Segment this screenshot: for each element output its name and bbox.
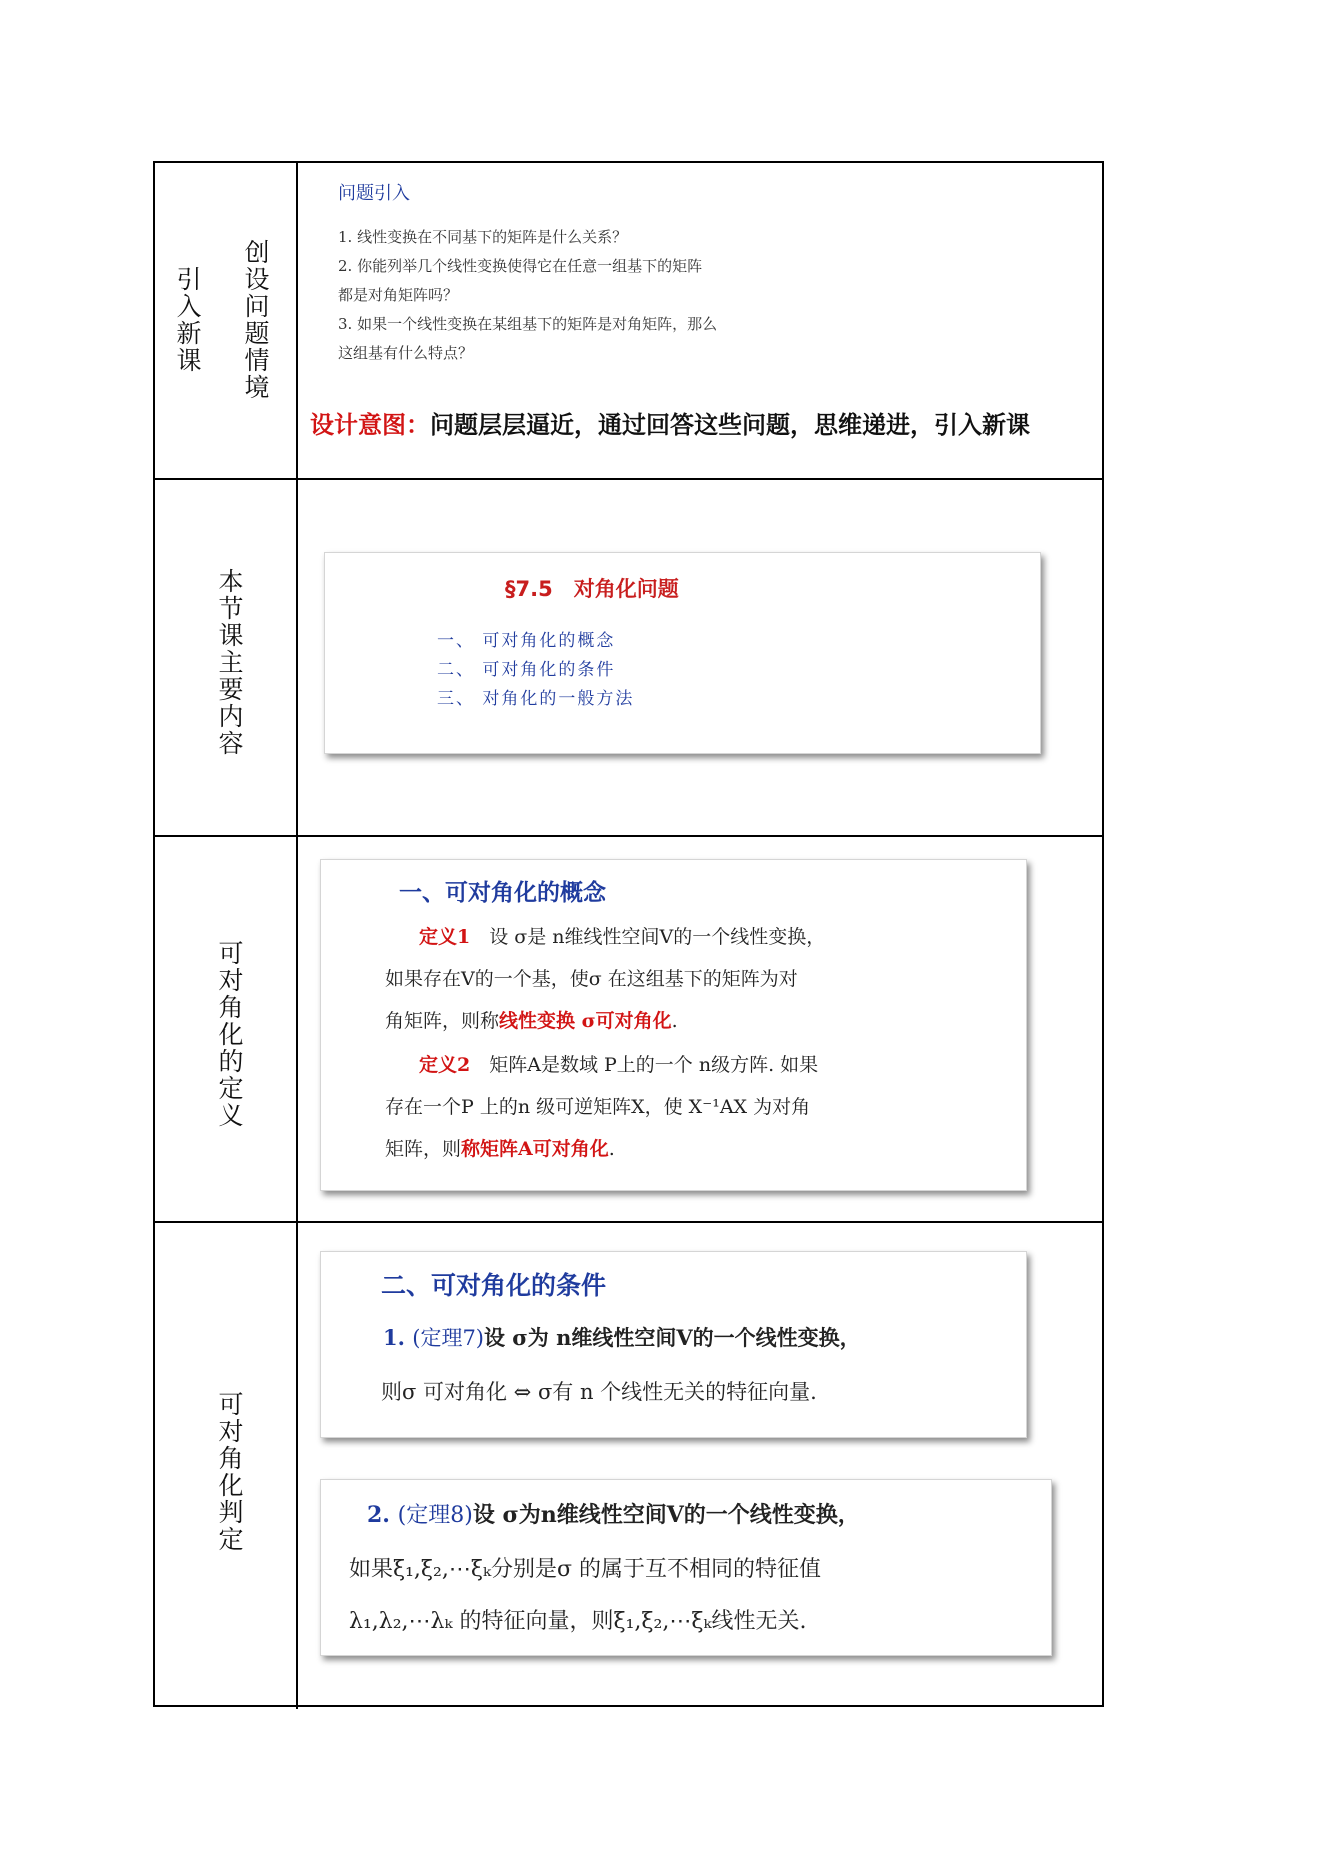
theorem-slide-title: 二、可对角化的条件	[381, 1271, 607, 1300]
outline-item-2: 二、 可对角化的条件	[437, 660, 616, 680]
thm7-tag: (定理7)	[412, 1326, 484, 1350]
row-definition	[155, 837, 1102, 1223]
row-main-content-body	[298, 480, 1102, 835]
row-criteria-label-cell	[155, 1223, 298, 1709]
def2-highlight: 称矩阵A可对角化	[461, 1138, 609, 1160]
def2-text-c3: .	[608, 1138, 615, 1160]
label-intro-new-lesson: 引入新课	[173, 266, 202, 374]
outline-item-3: 三、 对角化的一般方法	[437, 689, 635, 709]
question-3a: 3. 如果一个线性变换在某组基下的矩阵是对角矩阵，那么	[338, 315, 718, 333]
thm8-number: 2.	[367, 1502, 390, 1528]
thm8-line-a	[367, 1498, 860, 1529]
def2-label: 定义2	[419, 1054, 471, 1076]
lesson-table	[153, 161, 1104, 1707]
label-create-problem-situation: 创设问题情境	[241, 239, 270, 401]
row-intro	[155, 163, 1102, 480]
thm8-line-c: λ₁,λ₂,⋯λₖ 的特征向量，则ξ₁,ξ₂,⋯ξₖ线性无关.	[349, 1609, 807, 1634]
question-2b: 都是对角矩阵吗？	[338, 286, 459, 304]
thm8-text-a: 设 σ为n维线性空间V的一个线性变换，	[472, 1502, 860, 1528]
def1-line-a	[419, 922, 825, 949]
row-definition-body	[298, 837, 1102, 1221]
question-3b: 这组基有什么特点？	[338, 344, 474, 362]
label-main-content: 本节课主要内容	[215, 568, 244, 757]
row-criteria	[155, 1223, 1102, 1709]
definition-slide-title: 一、可对角化的概念	[399, 880, 606, 906]
row-criteria-body	[298, 1223, 1102, 1709]
def1-label: 定义1	[419, 926, 471, 948]
thm8-tag: (定理8)	[397, 1503, 473, 1528]
thm7-line-b: 则σ 可对角化 ⇔ σ有 n 个线性无关的特征向量.	[381, 1380, 817, 1404]
row-main-content-label-cell	[155, 480, 298, 835]
thm7-text-a: 设 σ为 n维线性空间V的一个线性变换，	[484, 1325, 861, 1350]
def1-text-a: 设 σ是 n维线性空间V的一个线性变换，	[489, 926, 826, 948]
design-intent	[310, 408, 1092, 442]
def2-line-b: 存在一个P 上的n 级可逆矩阵X，使 X⁻¹AX 为对角	[385, 1096, 811, 1118]
outline-slide	[324, 552, 1041, 754]
label-criteria: 可对角化判定	[215, 1391, 244, 1553]
def1-highlight: 线性变换 σ可对角化	[499, 1010, 672, 1032]
thm8-line-b: 如果ξ₁,ξ₂,⋯ξₖ分别是σ 的属于互不相同的特征值	[349, 1557, 822, 1582]
definition-slide	[320, 859, 1027, 1191]
thm7-line-a	[383, 1322, 861, 1352]
question-1: 1. 线性变换在不同基下的矩阵是什么关系？	[338, 228, 628, 246]
def2-line-a	[419, 1050, 818, 1077]
def2-text-c1: 矩阵，则	[385, 1138, 462, 1160]
design-intent-text: 问题层层逼近，通过回答这些问题，思维递进，引入新课	[430, 411, 1030, 439]
def2-text-a: 矩阵A是数域 P上的一个 n级方阵. 如果	[489, 1054, 819, 1076]
row-main-content	[155, 480, 1102, 837]
def2-line-c	[385, 1134, 615, 1161]
outline-slide-title: §7.5 对角化问题	[505, 577, 679, 601]
outline-item-1: 一、 可对角化的概念	[437, 631, 616, 651]
theorem8-slide	[320, 1479, 1052, 1656]
def1-line-c	[385, 1006, 678, 1033]
thm7-number: 1.	[383, 1325, 405, 1350]
question-2a: 2. 你能列举几个线性变换使得它在任意一组基下的矩阵	[338, 257, 703, 275]
question-title: 问题引入	[338, 183, 410, 204]
theorem7-slide	[320, 1251, 1027, 1438]
label-definition: 可对角化的定义	[215, 940, 244, 1129]
design-intent-label: 设计意图：	[310, 411, 430, 439]
def1-text-c3: .	[671, 1010, 678, 1032]
def1-text-c1: 角矩阵，则称	[385, 1010, 500, 1032]
row-intro-label-cell	[155, 163, 298, 478]
def1-line-b: 如果存在V的一个基，使σ 在这组基下的矩阵为对	[385, 968, 798, 990]
row-intro-content	[298, 163, 1102, 478]
row-definition-label-cell	[155, 837, 298, 1221]
